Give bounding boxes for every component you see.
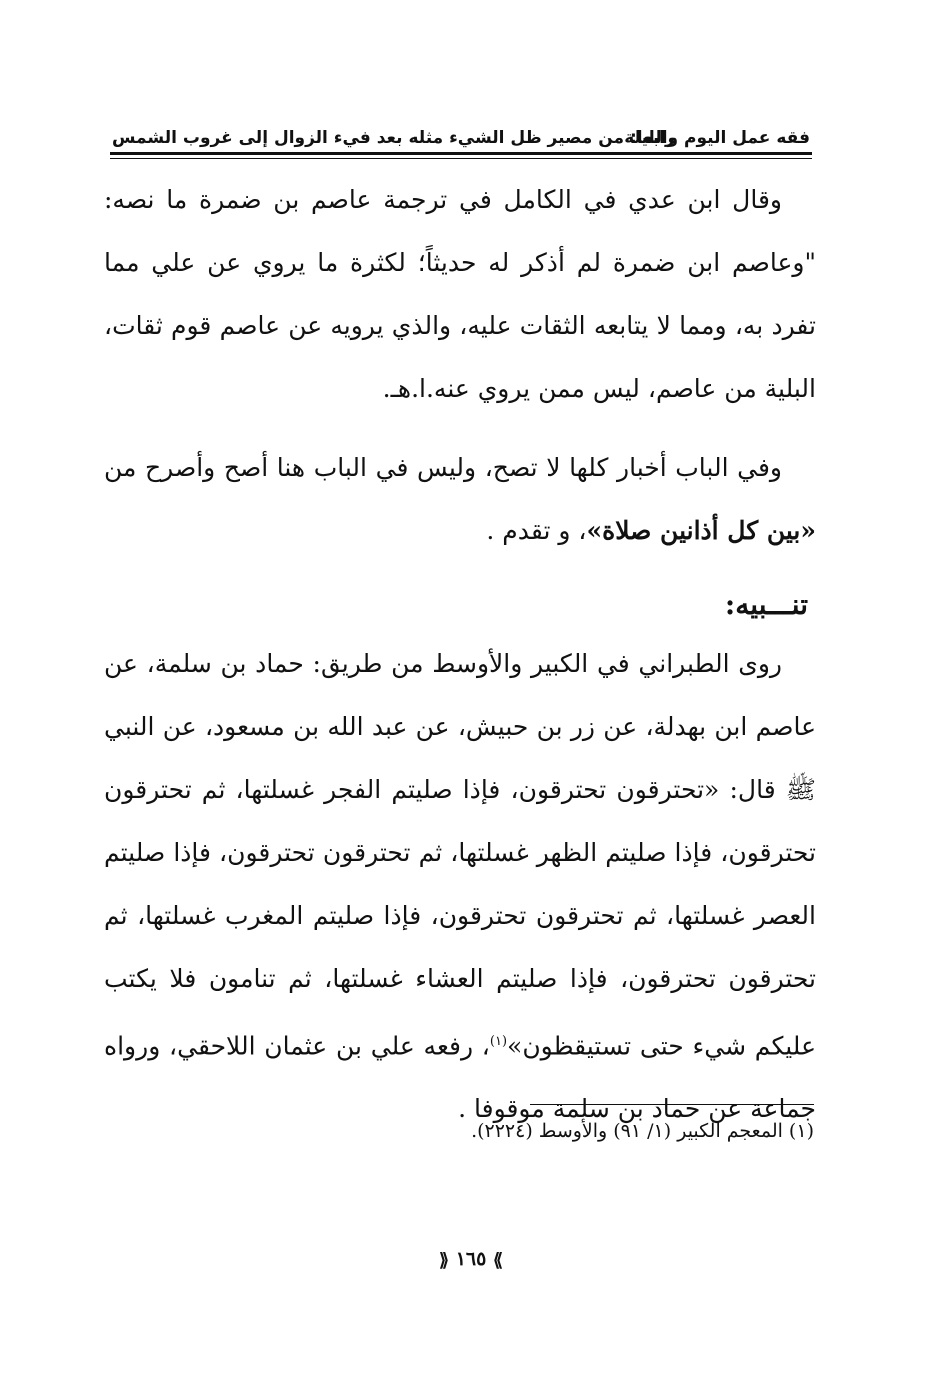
hadith-quote: «تحترقون تحترقون، فإذا صليتم الفجر غسلتها، ثم تحترقون تحترقون، فإذا صليتم الظهر غسلتها، ثم تحترقون تحترقون، فإذا صليتم العصر غسلتها، ثم تحترقون تحترقون، فإذا صليتم المغرب غسلتها، ثم تحترقون تحترقون، فإذا صليتم العشاء غسلتها، ثم تنامون فلا يكتب عليكم شيء حتى تستيقظون»: [104, 775, 816, 1061]
section-heading: تنـــبيه:: [724, 588, 808, 621]
page-number: ١٦٥: [455, 1248, 487, 1270]
footnote-reference: (١): [489, 1034, 508, 1049]
ornament-left-icon: ⟪: [439, 1249, 450, 1271]
paragraph-ibn-adi: [104, 168, 816, 420]
paragraph-ibn-adi-text: وقال ابن عدي في الكامل في ترجمة عاصم بن ضمرة ما نصه: "وعاصم ابن ضمرة لم أذكر له حديثاً؛ لكثرة ما يروي عن علي مما تفرد به، ومما لا يتابعه الثقات عليه، والذي يرويه عن عاصم قوم ثقات، البلية من عاصم، ليس ممن يروي عنه.ا.هـ.: [104, 185, 816, 403]
paragraph-bab-text: [104, 436, 816, 562]
section-title: رابعا: من مصير ظل الشيء مثله بعد فيء الزوال إلى غروب الشمس: [112, 128, 675, 148]
paragraph-tabarani-text: [104, 632, 816, 1140]
footnote-rule: [530, 1104, 814, 1105]
paragraph-tabarani-end: ، رفعه علي بن عثمان اللاحقي، ورواه جماعة عن حماد بن سلمة موقوفا .: [104, 1031, 816, 1124]
header-rule-thin: [110, 158, 812, 159]
page-number-frame: [439, 1248, 503, 1271]
hadith-title: «بين كل أذانين صلاة»: [586, 516, 816, 545]
footnote: (١) المعجم الكبير (١/ ٩١) والأوسط (٢٢٢٤).: [471, 1120, 814, 1142]
paragraph-tabarani-intro: روى الطبراني في الكبير والأوسط من طريق: حماد بن سلمة، عن عاصم ابن بهدلة، عن زر بن حبيش، عن عبد الله بن مسعود، عن النبي ﷺ قال:: [104, 649, 816, 804]
page-number-container: [0, 1248, 942, 1271]
paragraph-tabarani: [104, 632, 816, 1140]
paragraph-bab-end: ، و تقدم .: [486, 516, 587, 545]
running-header: [112, 122, 810, 156]
paragraph-bab-intro: وفي الباب أخبار كلها لا تصح، وليس في الباب هنا أصح وأصرح من: [104, 453, 782, 482]
ornament-right-icon: ⟫: [492, 1249, 503, 1271]
header-rule: [110, 152, 812, 155]
paragraph-bab: [104, 436, 816, 562]
book-title: فقه عمل اليوم والليلة: [624, 128, 810, 148]
